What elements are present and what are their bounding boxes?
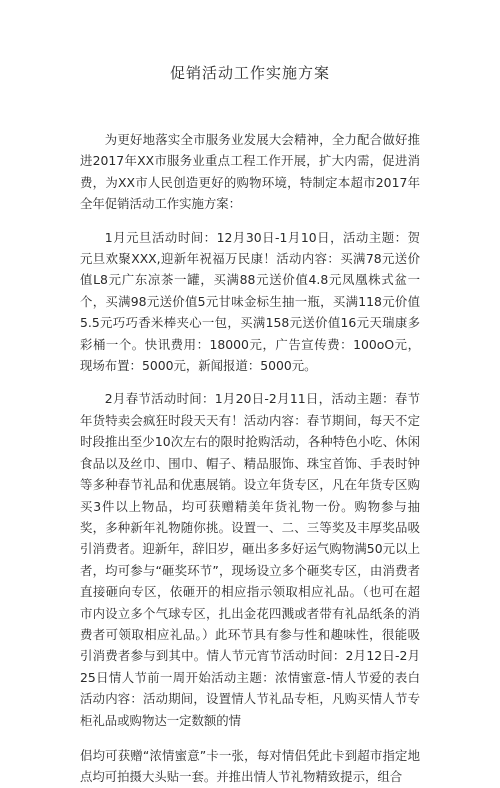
valentine-continuation-paragraph: 侣均可获赠“浓情蜜意”卡一张，每对情侣凭此卡到超市指定地点均可拍摄大头贴一套。并推出情人节礼物精致提示，组合 bbox=[80, 747, 420, 785]
document-title: 促销活动工作实施方案 bbox=[169, 64, 330, 82]
new-year-paragraph: 1月元旦活动时间：12月30日-1月10日，活动主题：贺元旦欢聚XXX,迎新年祝福万民康！活动内容：买满78元送价值L8元广东凉茶一罐，买满88元送价值4.8元凤凰株式盆一个，买满98元送价值5元甘味金标生抽一瓶，买满118元价值5.5元巧巧香米棒夹心一包，买满158元送价值16元天瑞康多彩桶一个。快讯费用：18000元，广告宣传费：100oO元，现场布置：5000元，新闻报道：5000元。 bbox=[80, 229, 420, 374]
intro-paragraph: 为更好地落实全市服务业发展大会精神，全力配合做好推进2017年XX市服务业重点工程工作开展，扩大内需，促进消费，为XX市人民创造更好的购物环境，特制定本超市2017年全年促销活动工作实施方案： bbox=[80, 132, 420, 212]
spring-festival-paragraph: 2月春节活动时间：1月20日-2月11日，活动主题：春节年货特卖会疯狂时段天天有！活动内容：春节期间，每天不定时段推出至少10次左右的限时抢购活动，各种特色小吃、休闲食品以及丝巾、围巾、帽子、精品服饰、珠宝首饰、手表时钟等多种春节礼品和优惠展销。设立年货专区，凡在年货专区购买3件以上物品，均可获赠精美年货礼物一份。购物参与抽奖，多种新年礼物随你挑。设置一、二、三等奖及丰厚奖品吸引消费者。迎新年，辞旧岁，砸出多多好运气购物满50元以上者，均可参与“砸奖环节”，现场设立多个砸奖专区，由消费者直接砸向专区，依砸开的相应指示领取相应礼品。（也可在超市内设立多个气球专区，扎出金花四溅或者带有礼品纸条的消费者可领取相应礼品。）此环节具有参与性和趣味性，很能吸引消费者参与到其中。情人节元宵节活动时间：2月12日-2月25日情人节前一周开始活动主题：浓情蜜意-情人节爱的表白活动内容：活动期间，设置情人节礼品专柜，凡购买情人节专柜礼品或购物达一定数额的情 bbox=[80, 391, 420, 728]
